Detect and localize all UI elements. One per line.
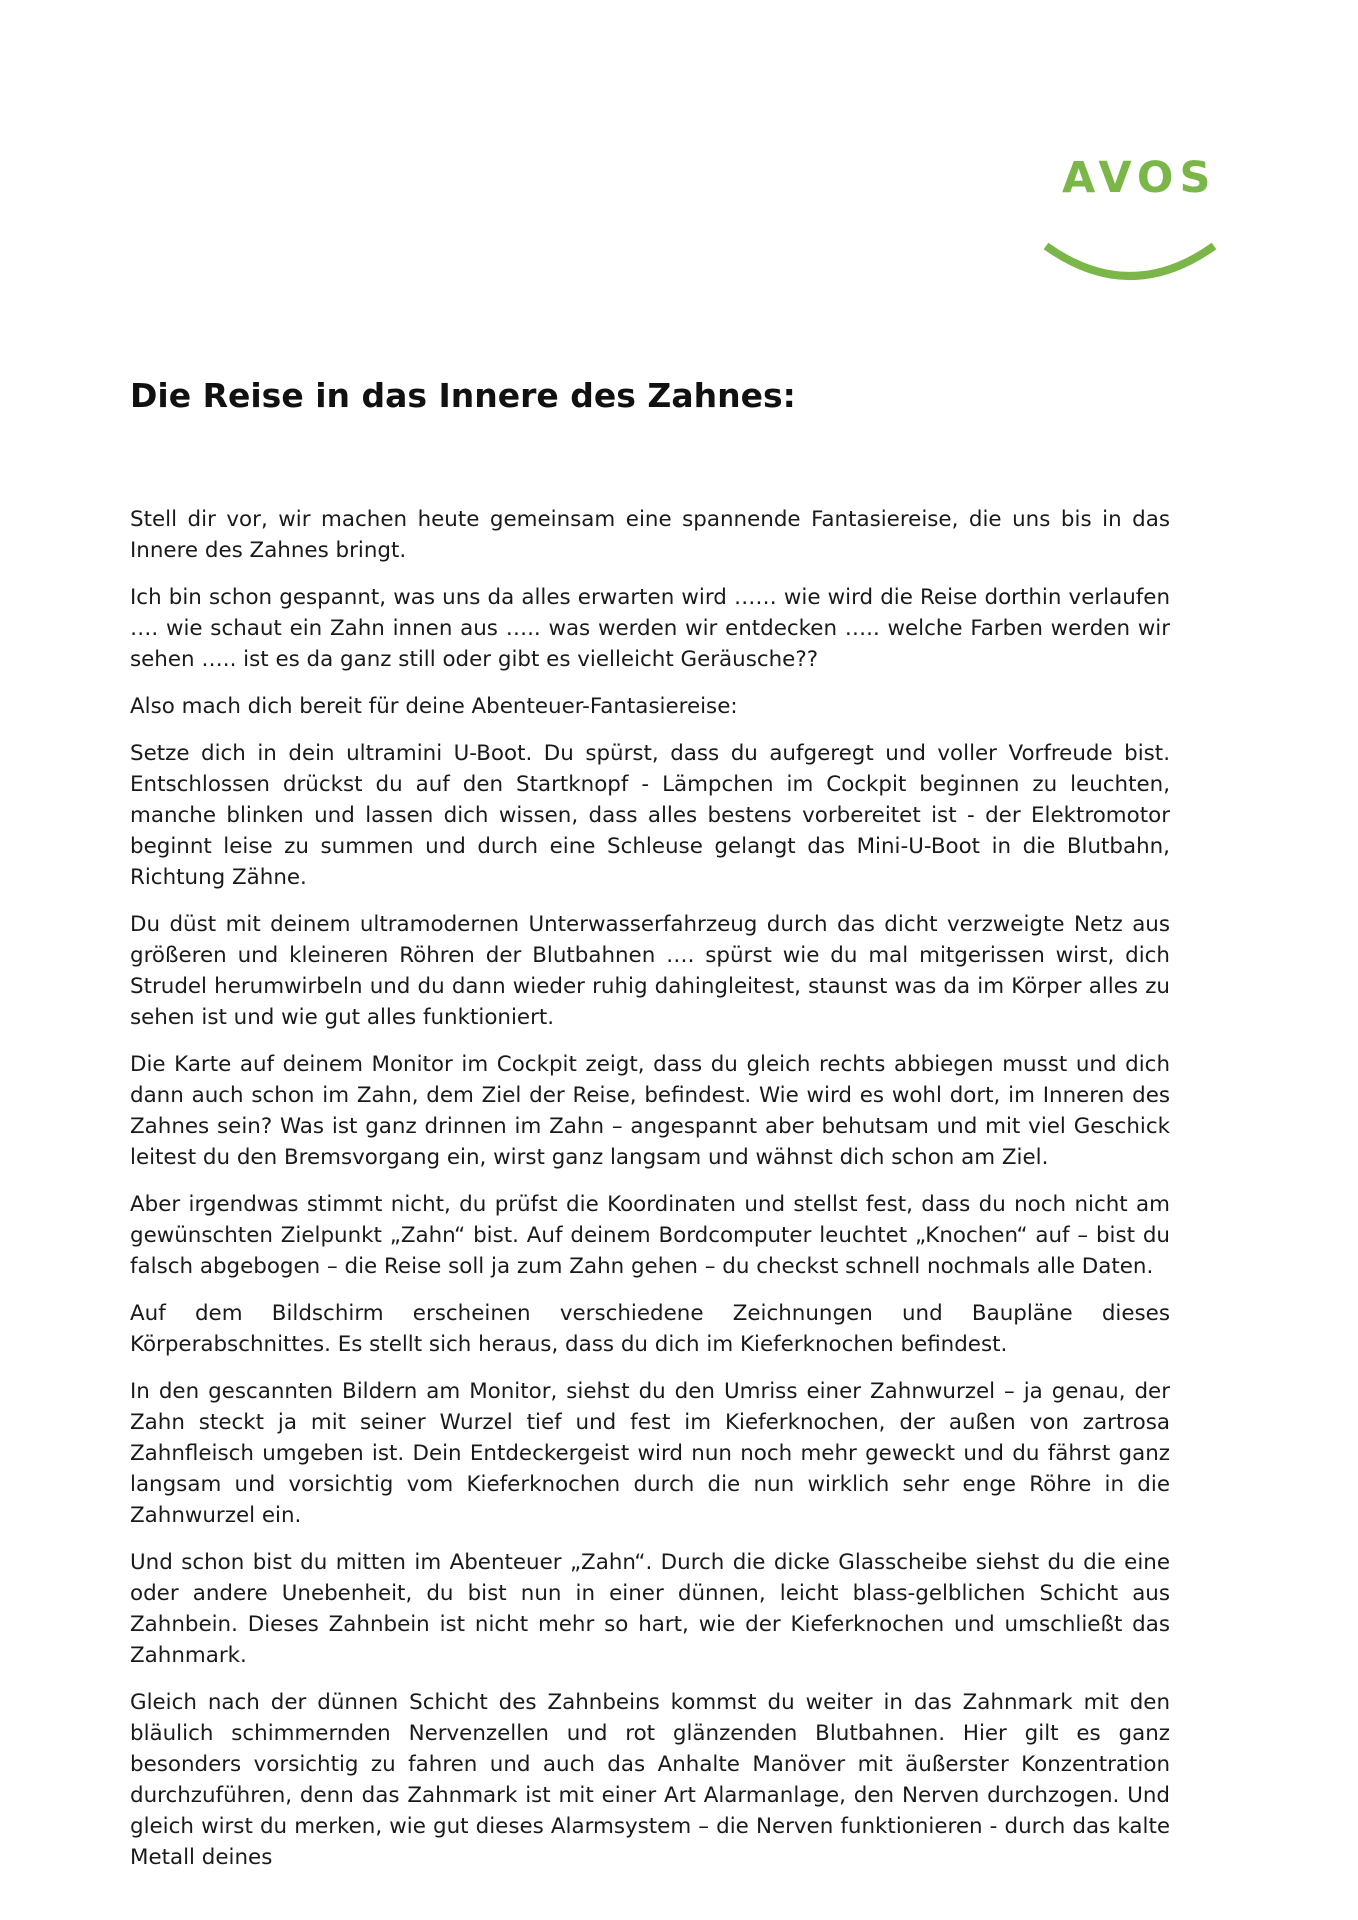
paragraph: Und schon bist du mitten im Abenteuer „Zahn“. Durch die dicke Glasscheibe siehst du die eine oder andere Unebenheit, du bist nun in einer dünnen, leicht blass-gelblichen Schicht aus Zahnbein. Dieses Zahnbein ist nicht mehr so hart, wie der Kieferknochen und umschließt das Zahnmark. — [130, 1550, 1170, 1668]
paragraph: In den gescannten Bildern am Monitor, siehst du den Umriss einer Zahnwurzel – ja genau, der Zahn steckt ja mit seiner Wurzel tief und fest im Kieferknochen, der außen von zartrosa Zahnfleisch umgeben ist. Dein Entdeckergeist wird nun noch mehr geweckt und du fährst ganz langsam und vorsichtig vom Kieferknochen durch die nun wirklich sehr enge Röhre in die Zahnwurzel ein. — [130, 1379, 1170, 1528]
paragraph: Die Karte auf deinem Monitor im Cockpit zeigt, dass du gleich rechts abbiegen musst und dich dann auch schon im Zahn, dem Ziel der Reise, befindest. Wie wird es wohl dort, im Inneren des Zahnes sein? Was ist ganz drinnen im Zahn – angespannt aber behutsam und mit viel Geschick leitest du den Bremsvorgang ein, wirst ganz langsam und wähnst dich schon am Ziel. — [130, 1052, 1170, 1170]
smile-icon — [1040, 240, 1220, 290]
logo-wordmark: AVOS — [1062, 153, 1217, 203]
paragraph: Aber irgendwas stimmt nicht, du prüfst die Koordinaten und stellst fest, dass du noch nicht am gewünschten Zielpunkt „Zahn“ bist. Auf deinem Bordcomputer leuchtet „Knochen“ auf – bist du falsch abgebogen – die Reise soll ja zum Zahn gehen – du checkst schnell nochmals alle Daten. — [130, 1192, 1170, 1279]
paragraph: Auf dem Bildschirm erscheinen verschiedene Zeichnungen und Baupläne dieses Körperabschnittes. Es stellt sich heraus, dass du dich im Kieferknochen befindest. — [130, 1301, 1170, 1357]
paragraph: Also mach dich bereit für deine Abenteuer-Fantasiereise: — [130, 694, 738, 719]
paragraph: Ich bin schon gespannt, was uns da alles erwarten wird …… wie wird die Reise dorthin verlaufen …. wie schaut ein Zahn innen aus ….. was werden wir entdecken ….. welche Farben werden wir sehen ….. ist es da ganz still oder gibt es vielleicht Geräusche?? — [130, 585, 1170, 672]
paragraph: Stell dir vor, wir machen heute gemeinsam eine spannende Fantasiereise, die uns bis in das Innere des Zahnes bringt. — [130, 507, 1170, 563]
document-body — [130, 370, 1170, 1889]
paragraph: Setze dich in dein ultramini U-Boot. Du spürst, dass du aufgeregt und voller Vorfreude bist. Entschlossen drückst du auf den Startknopf - Lämpchen im Cockpit beginnen zu leuchten, manche blinken und lassen dich wissen, dass alles bestens vorbereitet ist - der Elektromotor beginnt leise zu summen und durch eine Schleuse gelangt das Mini-U-Boot in die Blutbahn, Richtung Zähne. — [130, 741, 1170, 890]
paragraph: Du düst mit deinem ultramodernen Unterwasserfahrzeug durch das dicht verzweigte Netz aus größeren und kleineren Röhren der Blutbahnen …. spürst wie du mal mitgerissen wirst, dich Strudel herumwirbeln und du dann wieder ruhig dahingleitest, staunst was da im Körper alles zu sehen ist und wie gut alles funktioniert. — [130, 912, 1170, 1030]
document-title: Die Reise in das Innere des Zahnes: — [130, 376, 796, 415]
avos-logo — [1040, 150, 1220, 300]
paragraph: Gleich nach der dünnen Schicht des Zahnbeins kommst du weiter in das Zahnmark mit den bläulich schimmernden Nervenzellen und rot glänzenden Blutbahnen. Hier gilt es ganz besonders vorsichtig zu fahren und auch das Anhalte Manöver mit äußerster Konzentration durchzuführen, denn das Zahnmark ist mit einer Art Alarmanlage, den Nerven durchzogen. Und gleich wirst du merken, wie gut dieses Alarmsystem – die Nerven funktionieren - durch das kalte Metall deines — [130, 1690, 1170, 1870]
